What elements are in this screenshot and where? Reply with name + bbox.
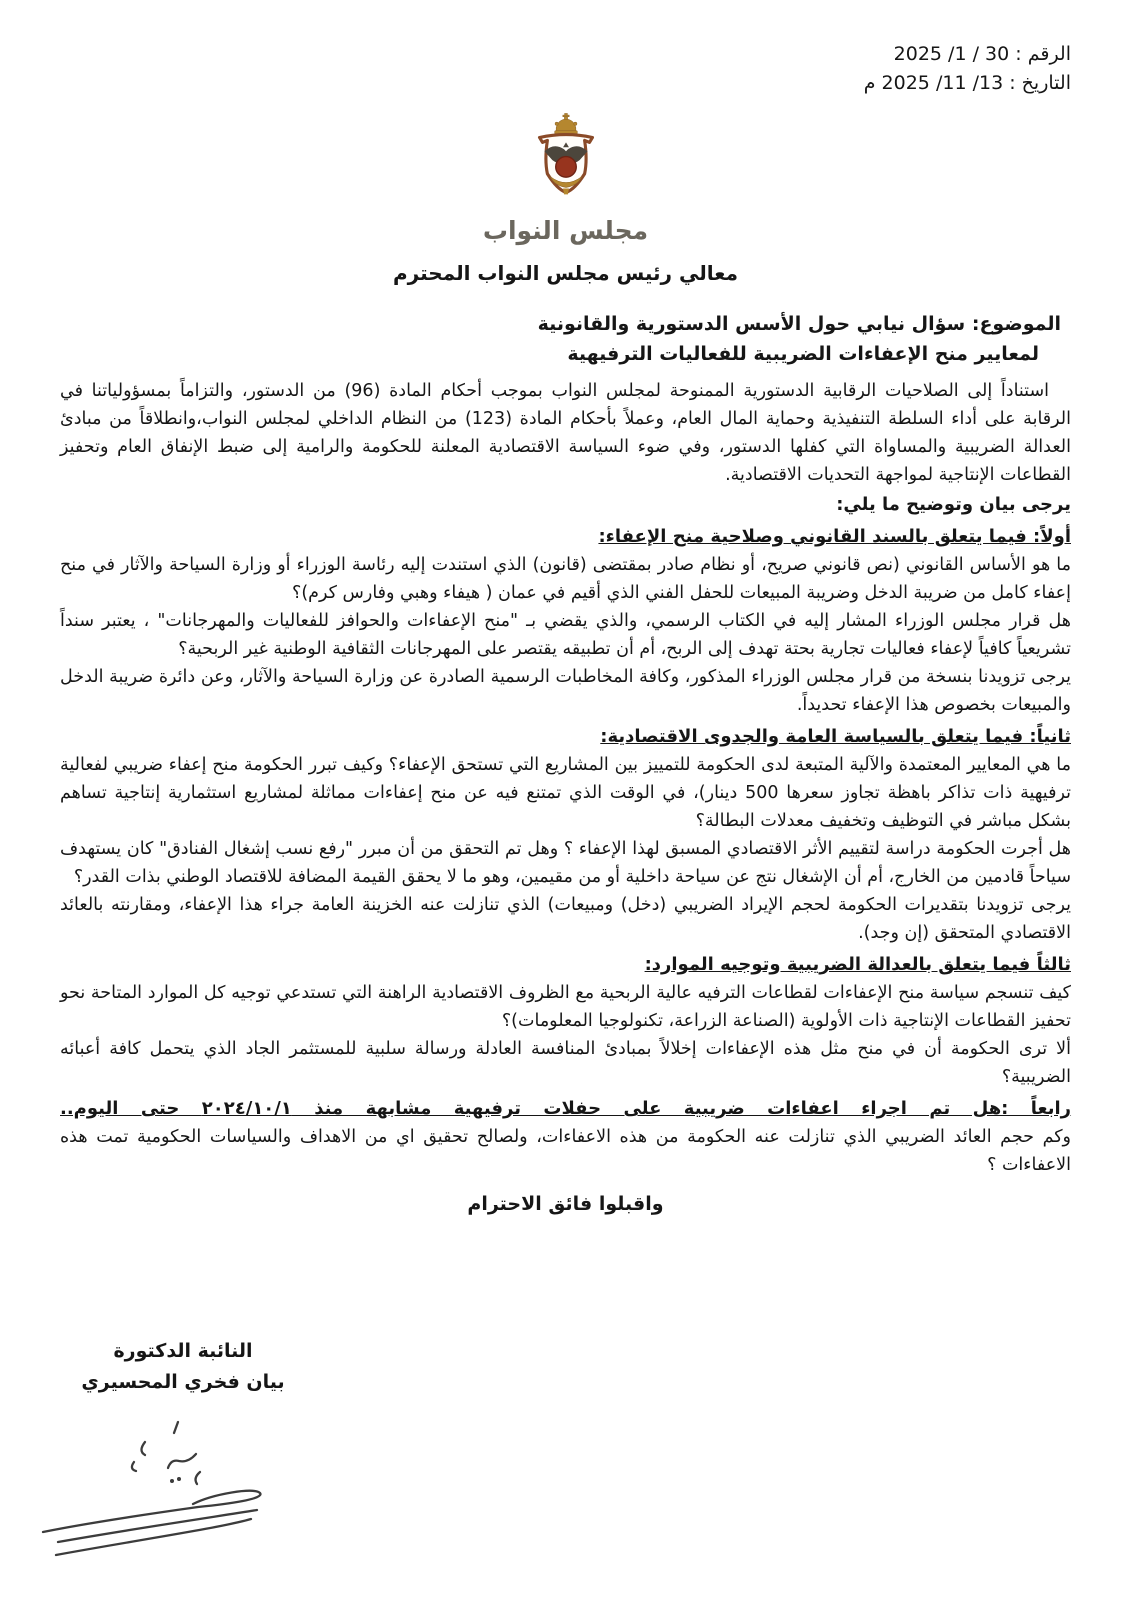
document-number: الرقم : 30 / 1/ 2025 — [893, 43, 1071, 65]
section-4-paragraph-1: وكم حجم العائد الضريبي الذي تنازلت عنه الحكومة من هذه الاعفاءات، ولصالح تحقيق اي من الاهداف والسياسات الحكومية تمت هذه الاعفاءات ؟ — [60, 1127, 1071, 1175]
section-2-paragraph-1: ما هي المعايير المعتمدة والآلية المتبعة لدى الحكومة للتمييز بين المشاريع التي تستحق الإعفاء؟ وكيف تبرر الحكومة منح إعفاء ضريبي لفعالية ترفيهية ذات تذاكر باهظة تجاوز سعرها 500 دينار)، في الوقت الذي تمتنع فيه عن منح إعفاءات مماثلة لمشاريع استثمارية إنتاجية تساهم بشكل مباشر في التوظيف وتخفيف معدلات البطالة؟ — [60, 755, 1071, 831]
signer-title: النائبة الدكتورة — [113, 1340, 253, 1362]
section-3-paragraph-2: ألا ترى الحكومة أن في منح مثل هذه الإعفاءات إخلالاً بمبادئ المنافسة العادلة ورسالة سلبية للمستثمر الجاد الذي يتحمل كافة أعبائه الضريبية؟ — [60, 1039, 1071, 1087]
document-header — [68, 40, 1071, 98]
parliament-calligraphy: مجلس النواب — [482, 216, 649, 245]
section-2-heading: ثانياً: فيما يتعلق بالسياسة العامة والجدوى الاقتصادية: — [600, 726, 1071, 747]
section-3-heading: ثالثاً فيما يتعلق بالعدالة الضريبية وتوجيه الموارد: — [644, 954, 1071, 975]
closing-line: واقبلوا فائق الاحترام — [467, 1193, 664, 1215]
section-2-paragraph-2: هل أجرت الحكومة دراسة لتقييم الأثر الاقتصادي المسبق لهذا الإعفاء ؟ وهل تم التحقق من أن مبرر "رفع نسب إشغال الفنادق" كان يستهدف سياحاً قادمين من الخارج، أم أن الإشغال نتج عن سياحة داخلية أو من مقيمين، وهو ما لا يحقق القيمة المضافة للاقتصاد الوطني بذات القدر؟ — [60, 839, 1071, 887]
section-1-paragraph-2: هل قرار مجلس الوزراء المشار إليه في الكتاب الرسمي، والذي يقضي بـ "منح الإعفاءات والحوافز للفعاليات والمهرجانات" ، يعتبر سنداً تشريعياً كافياً لإعفاء فعاليات تجارية بحتة تهدف إلى الربح، أم أن تطبيقه يقتصر على المهرجانات الثقافية الوطنية غير الربحية؟ — [60, 611, 1071, 659]
salutation-line: معالي رئيس مجلس النواب المحترم — [393, 261, 738, 285]
subject-block — [60, 309, 1061, 369]
document-date: التاريخ : 13/ 11/ 2025 م — [863, 72, 1071, 94]
signer-name: بيان فخري المحسيري — [81, 1371, 285, 1393]
subject-line-2: لمعايير منح الإعفاءات الضريبية للفعاليات الترفيهية — [567, 343, 1039, 365]
section-2-paragraph-3: يرجى تزويدنا بتقديرات الحكومة لحجم الإيراد الضريبي (دخل) ومبيعات) الذي تنازلت عنه الخزينة العامة جراء هذا الإعفاء، ومقارنته بالعائد الاقتصادي المتحقق (إن وجد). — [60, 895, 1071, 943]
request-line: يرجى بيان وتوضيح ما يلي: — [836, 494, 1071, 515]
handwritten-signature — [28, 1408, 368, 1572]
section-4-heading: رابعاً :هل تم اجراء اعفاءات ضريبية على حفلات ترفيهية مشابهة منذ ٢٠٢٤/١٠/١ حتى اليوم.. — [60, 1098, 1072, 1119]
subject-line-1: الموضوع: سؤال نيابي حول الأسس الدستورية والقانونية — [537, 313, 1061, 335]
signature-block — [58, 1336, 308, 1398]
emblem-container — [60, 112, 1071, 245]
jordan-coat-of-arms-icon — [507, 195, 625, 214]
intro-paragraph: استناداً إلى الصلاحيات الرقابية الدستورية الممنوحة لمجلس النواب بموجب أحكام المادة (96) من الدستور، والتزاماً بمسؤولياتنا في الرقابة على أداء السلطة التنفيذية وحماية المال العام، وعملاً بأحكام المادة (123) من النظام الداخلي لمجلس النواب،وانطلاقاً من مبادئ العدالة الضريبية والمساواة التي كفلها الدستور، وفي ضوء السياسة الاقتصادية المعلنة للحكومة والرامية إلى ضبط الإنفاق العام وتحفيز القطاعات الإنتاجية لمواجهة التحديات الاقتصادية. — [60, 381, 1071, 485]
section-1-paragraph-3: يرجى تزويدنا بنسخة من قرار مجلس الوزراء المذكور، وكافة المخاطبات الرسمية الصادرة عن وزارة السياحة والآثار، وعن دائرة ضريبة الدخل والمبيعات بخصوص هذا الإعفاء تحديداً. — [60, 667, 1071, 715]
section-3-paragraph-1: كيف تنسجم سياسة منح الإعفاءات لقطاعات الترفيه عالية الربحية مع الظروف الاقتصادية الراهنة التي تستدعي توجيه كل الموارد المتاحة نحو تحفيز القطاعات الإنتاجية ذات الأولوية (الصناعة الزراعة، تكنولوجيا المعلومات)؟ — [60, 983, 1071, 1031]
section-1-paragraph-1: ما هو الأساس القانوني (نص قانوني صريح، أو نظام صادر بمقتضى (قانون) الذي استندت إليه رئاسة الوزراء أو وزارة السياحة والآثار في منح إعفاء كامل من ضريبة الدخل وضريبة المبيعات للحفل الفني الذي أقيم في عمان ( هيفاء وهبي وفارس كرم)؟ — [60, 555, 1071, 603]
section-1-heading: أولاً: فيما يتعلق بالسند القانوني وصلاحية منح الإعفاء: — [598, 526, 1071, 547]
